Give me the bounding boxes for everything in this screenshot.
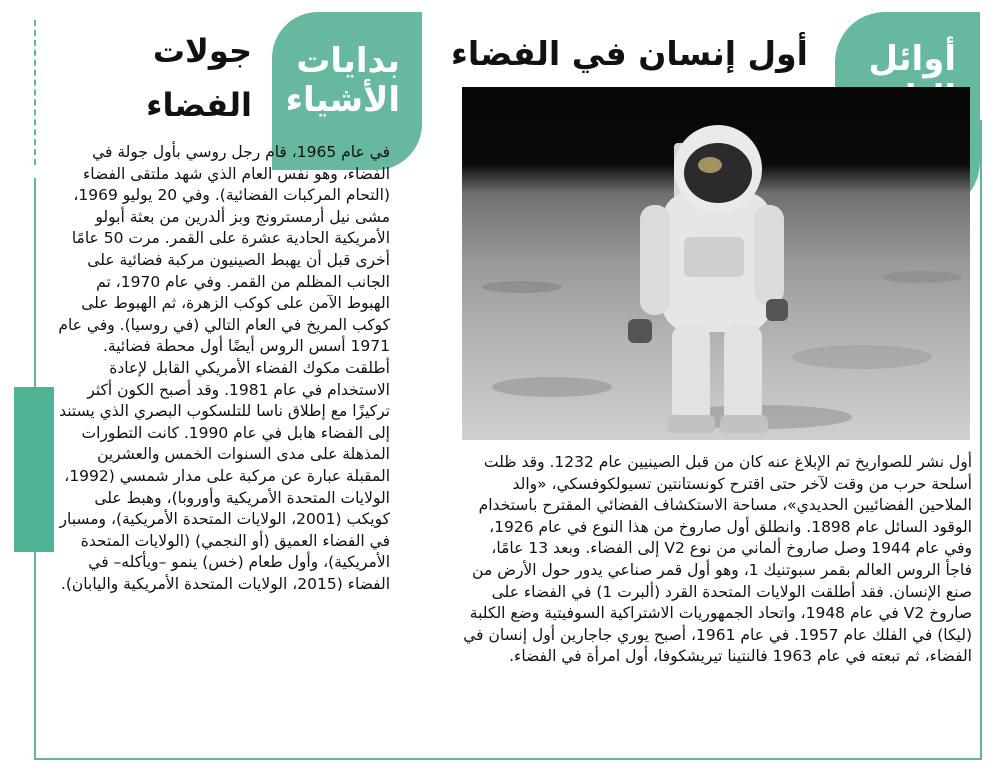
frame-left-dashed-line [34, 20, 36, 165]
astronaut-illustration [462, 87, 970, 440]
heading-space-tours: جولات الفضاء [146, 32, 252, 125]
article-side-text: في عام 1965، قام رجل روسي بأول جولة في الفضاء، وهو نفس العام الذي شهد ملتقى الفضاء (التحام المركبات الفضائية). وفي 20 يوليو 1969، مشى نيل أرمسترونج وبز ألدرين من بعثة أبولو الأمريكية الحادية عشرة على القمر. مرت 50 عامًا أخرى قبل أن يهبط الصينيون مركبة فضائية على الجانب المظلم من القمر. وفي عام 1970، تم الهبوط الآمن على كوكب الزهرة، ثم الهبوط على كوكب المريخ في العام التالي (في روسيا). وفي عام 1971 أسس الروس أيضًا أول محطة فضائية. أطلقت مكوك الفضاء الأمريكي القابل لإعادة الاستخدام في عام 1981. وقد أصبح الكون أكثر تركيزًا مع إطلاق ناسا للتلسكوب البصري الذي يستند إلى الفضاء هابل في عام 1990. كانت التطورات المذهلة على مدى السنوات الخمس والعشرين المقبلة عبارة عن مركبة على مدار شمسي (1992، الولايات المتحدة الأمريكية وأوروبا)، وهبط على كويكب (2001، الولايات المتحدة الأمريكية)، ومسبار في الفضاء العميق (أو النجمي) (الولايات المتحدة الأمريكية)، وأول طعام (خس) ينمو –ويأكله– في الفضاء (2015، الولايات المتحدة الأمريكية واليابان). [58, 143, 390, 593]
badge-first-people-label: أوائل [868, 39, 956, 79]
side-accent-bar [14, 387, 54, 552]
heading-first-man-in-space: أول إنسان في الفضاء [451, 34, 808, 73]
frame-bottom-line [34, 758, 982, 760]
article-main-text: أول نشر للصواريخ تم الإبلاغ عنه كان من قبل الصينيين عام 1232. وقد ظلت أسلحة حرب من وقت لآخر حتى اقترح كونستانتين تسيولكوفسكي، «والد الملاحين الفضائيين الحديدي»، مساحة الاستكشاف الفضائي المقترح باستخدام الوقود السائل عام 1898. وانطلق أول صاروخ من هذا النوع في عام 1926، وفي عام 1944 وصل صاروخ ألماني من نوع V2 إلى الفضاء. وبعد 13 عامًا، فاجأ الروس العالم بقمر سبوتنيك 1، وهو أول قمر صناعي يدور حول الأرض من صنع الإنسان. فقد أطلقت الولايات المتحدة القرد (ألبرت 1) في الفضاء على صاروخ V2 في عام 1948، واتحاد الجمهوريات الاشتراكية السوفيتية وضع الكلبة (ليكا) في الفلك عام 1957. في عام 1961، أصبح يوري جاجارين أول إنسان في الفضاء، ثم تبعته في عام 1963 فالنتينا تيريشكوفا، أول امرأة في الفضاء. [463, 453, 972, 666]
frame-right-line [980, 120, 982, 760]
badge-beginnings-label: بدايات الأشياء [285, 41, 400, 121]
astronaut-photo [462, 87, 970, 440]
